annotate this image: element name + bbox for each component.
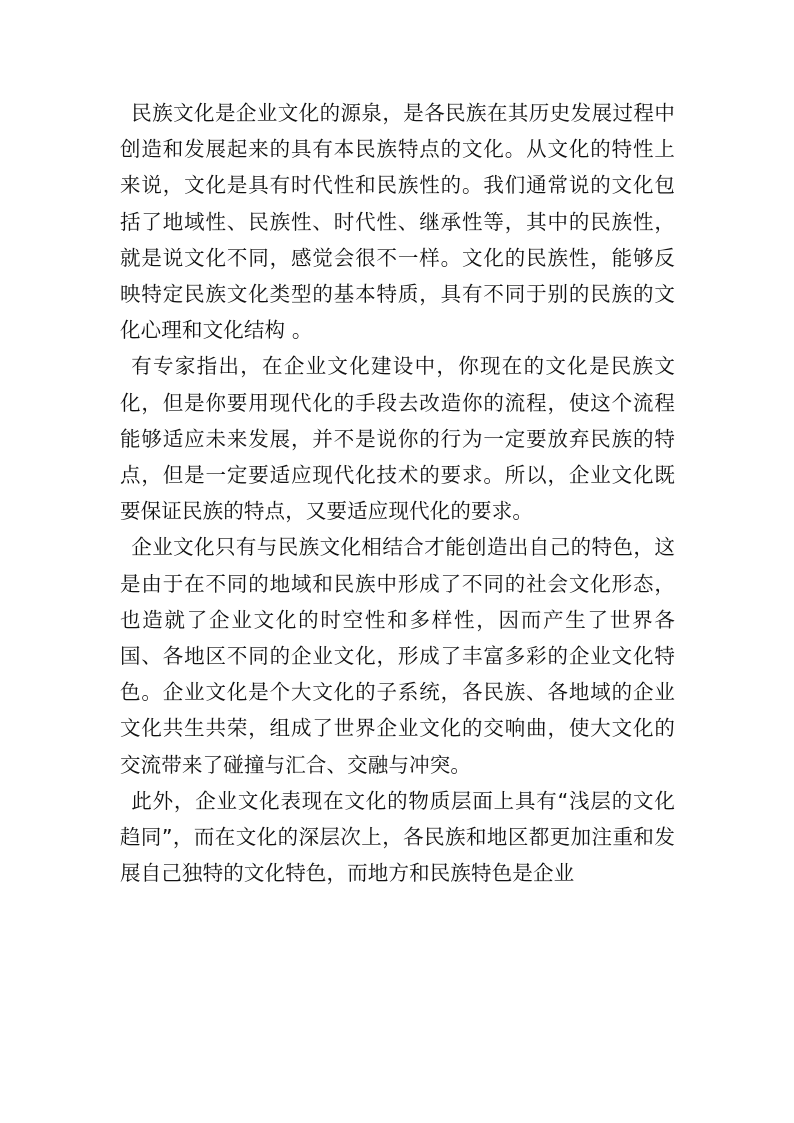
paragraph-1: 民族文化是企业文化的源泉，是各民族在其历史发展过程中创造和发展起来的具有本民族特点的文化。从文化的特性上来说，文化是具有时代性和民族性的。我们通常说的文化包括了地域性、民族性、时代性、继承性等，其中的民族性，就是说文化不同，感觉会很不一样。文化的民族性，能够反映特定民族文化类型的基本特质，具有不同于别的民族的文化心理和文化结构 。 [120,101,675,343]
paragraph-3: 企业文化只有与民族文化相结合才能创造出自己的特色，这是由于在不同的地域和民族中形成了不同的社会文化形态，也造就了企业文化的时空性和多样性，因而产生了世界各国、各地区不同的企业文化，形成了丰富多彩的企业文化特色。企业文化是个大文化的子系统，各民族、各地域的企业文化共生共荣，组成了世界企业文化的交响曲，使大文化的交流带来了碰撞与汇合、交融与冲突。 [120,535,675,777]
document-body [120,95,675,891]
paragraph-4: 此外，企业文化表现在文化的物质层面上具有“浅层的文化趋同”，而在文化的深层次上，各民族和地区都更加注重和发展自己独特的文化特色，而地方和民族特色是企业 [120,788,675,886]
paragraph-2: 有专家指出，在企业文化建设中，你现在的文化是民族文化，但是你要用现代化的手段去改造你的流程，使这个流程能够适应未来发展，并不是说你的行为一定要放弃民族的特点，但是一定要适应现代化技术的要求。所以，企业文化既要保证民族的特点，又要适应现代化的要求。 [120,354,675,524]
